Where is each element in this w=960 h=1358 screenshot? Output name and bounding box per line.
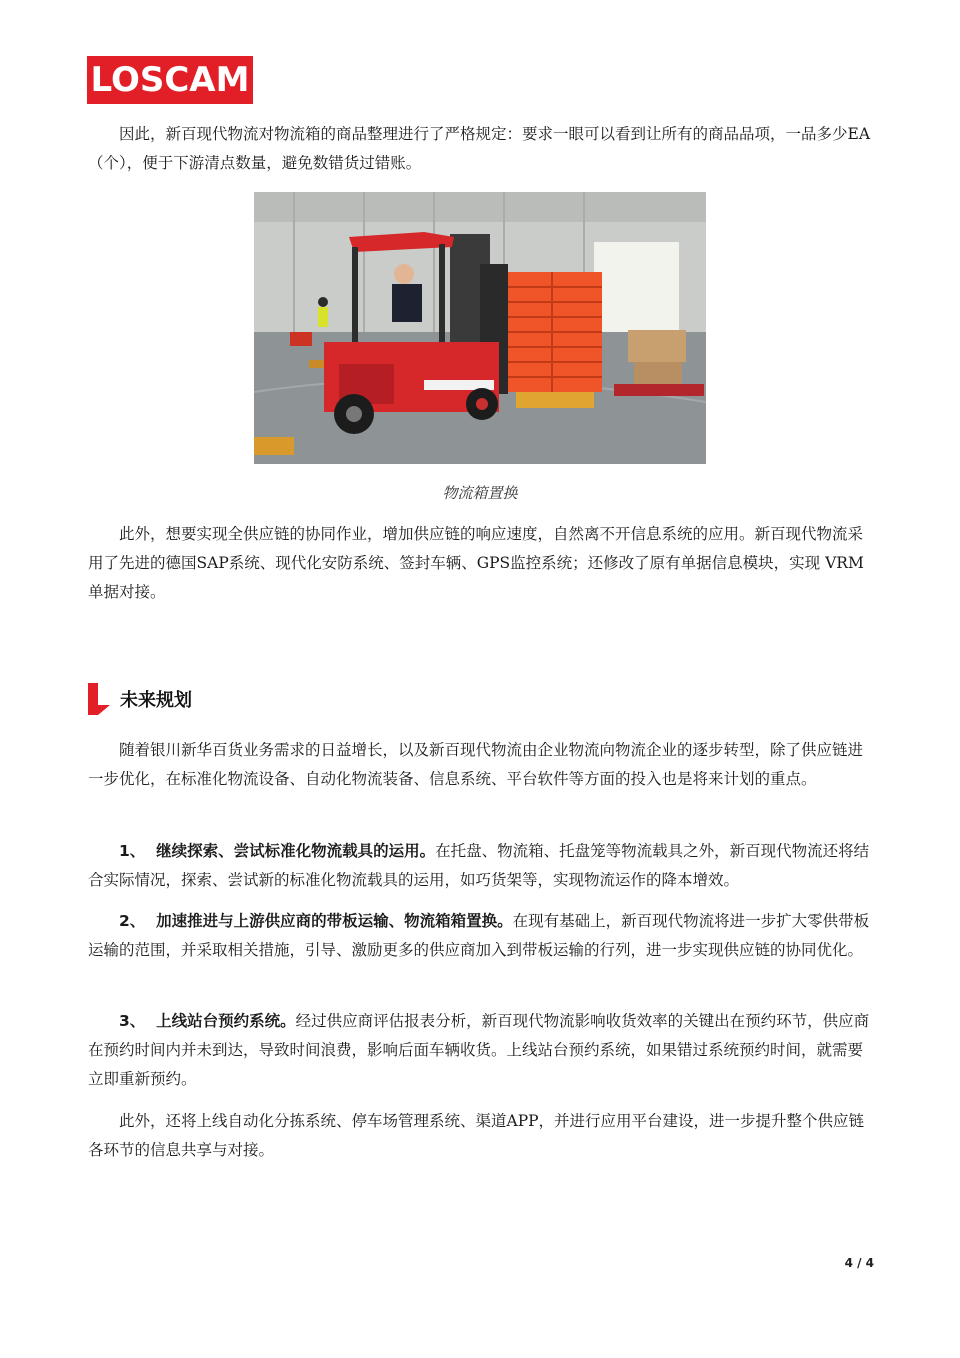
list-item-2 — [88, 907, 870, 965]
item-1-title: 继续探索、尝试标准化物流载具的运用。 — [156, 842, 436, 860]
item-2-title: 加速推进与上游供应商的带板运输、物流箱箱置换。 — [156, 912, 513, 930]
item-3-body: 经过供应商评估报表分析，新百现代物流影响收货效率的关键出在预约环节，供应商在预约时间内并未到达，导致时间浪费，影响后面车辆收货。上线站台预约系统，如果错过系统预约时间，就需要立即重新预约。 — [88, 1012, 870, 1088]
list-item-3 — [88, 1007, 870, 1094]
item-1-body: 在托盘、物流箱、托盘笼等物流载具之外，新百现代物流还将结合实际情况，探索、尝试新的标准化物流载具的运用，如巧货架等，实现物流运作的降本增效。 — [88, 842, 870, 889]
page-number: 4 / 4 — [844, 1256, 874, 1270]
photo-caption: 物流箱置换 — [442, 484, 518, 502]
item-1-number: 1、 — [119, 842, 146, 860]
list-item-1 — [88, 837, 870, 895]
paragraph-outro: 此外，还将上线自动化分拣系统、停车场管理系统、渠道APP，并进行应用平台建设，进一步提升整个供应链各环节的信息共享与对接。 — [88, 1112, 865, 1159]
paragraph-rules: 因此，新百现代物流对物流箱的商品整理进行了严格规定：要求一眼可以看到让所有的商品品项，一品多少EA（个），便于下游清点数量，避免数错货过错账。 — [88, 125, 871, 172]
loscam-logo: LOSCAM — [87, 56, 253, 104]
forklift-photo — [254, 192, 706, 464]
paragraph-intro: 随着银川新华百货业务需求的日益增长，以及新百现代物流由企业物流向物流企业的逐步转型，除了供应链进一步优化，在标准化物流设备、自动化物流装备、信息系统、平台软件等方面的投入也是将来计划的重点。 — [88, 741, 864, 788]
item-2-number: 2、 — [119, 912, 146, 930]
section-title: 未来规划 — [120, 690, 192, 711]
section-heading — [88, 683, 192, 715]
paragraph-systems: 此外，想要实现全供应链的协同作业，增加供应链的响应速度，自然离不开信息系统的应用。新百现代物流采用了先进的德国SAP系统、现代化安防系统、签封车辆、GPS监控系统；还修改了原有单据信息模块，实现 VRM单据对接。 — [88, 525, 864, 601]
item-2-body: 在现有基础上，新百现代物流将进一步扩大零供带板运输的范围，并采取相关措施，引导、激励更多的供应商加入到带板运输的行列，进一步实现供应链的协同优化。 — [88, 912, 870, 959]
item-3-title: 上线站台预约系统。 — [156, 1012, 296, 1030]
item-3-number: 3、 — [119, 1012, 146, 1030]
heading-marker-icon — [88, 683, 114, 715]
